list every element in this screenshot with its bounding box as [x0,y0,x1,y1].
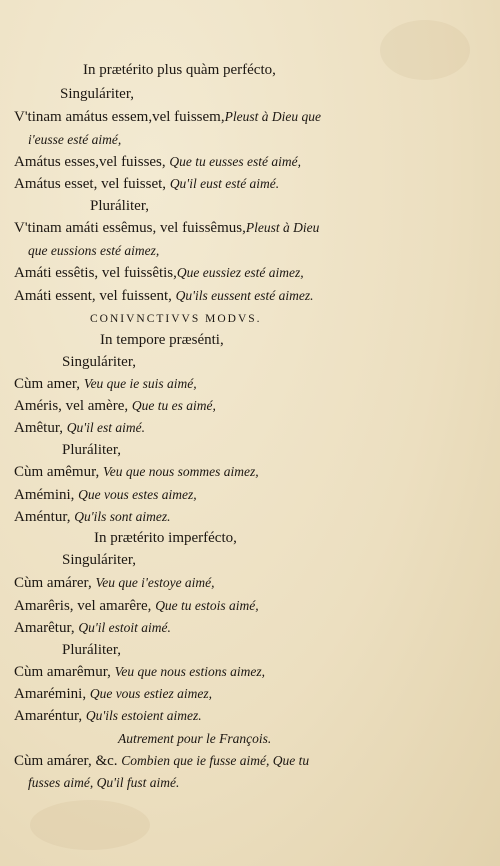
text-line: fusses aimé, Qu'il fust aimé. [28,775,180,790]
latin-form: Amátus esset, vel fuisset, [14,176,170,192]
french-gloss: Qu'ils eussent esté aimez. [175,288,314,303]
text-line: Singuláriter, [62,354,136,370]
french-gloss: Que tu estois aimé, [155,598,259,613]
text-line [14,418,145,438]
text-line [14,218,319,238]
text-line: Singuláriter, [62,552,136,568]
text-line: Pluráliter, [90,198,149,214]
french-gloss: Qu'ils sont aimez. [74,509,171,524]
latin-form: Amarémini, [14,686,90,702]
text-line [14,396,216,416]
french-gloss: Qu'il eust esté aimé. [169,176,280,191]
text-line [14,706,202,726]
text-line [14,573,215,593]
text-line: In tempore præsénti, [100,332,224,348]
text-line: In prætérito imperfécto, [94,530,237,546]
text-line: Singuláriter, [60,86,134,102]
text-line [14,374,197,394]
text-line [14,618,171,638]
text-line [14,263,304,283]
french-gloss: Que tu es aimé, [131,398,216,413]
text-line [14,286,314,306]
text-line: Pluráliter, [62,442,121,458]
french-gloss: Que vous estes aimez, [78,487,197,502]
text-line [14,462,259,482]
text-line: CONIVNCTIVVS MODVS. [90,313,262,325]
latin-form: Amarêtur, [14,620,79,636]
text-line: Pluráliter, [62,642,121,658]
french-gloss: Que vous estiez aimez, [89,686,213,701]
text-line [14,507,171,527]
text-line: Autrement pour le François. [118,731,272,746]
french-gloss: Qu'il estoit aimé. [78,620,171,635]
latin-form: Cùm amer, [14,376,84,392]
latin-form: V'tinam amátus essem,vel fuissem, [14,109,225,125]
french-gloss: Veu que nous estions aimez, [114,664,265,679]
text-line: que eussions esté aimez, [28,243,160,258]
text-line [14,596,259,616]
latin-form: Amátus esses,vel fuisses, [14,154,170,170]
french-gloss: Veu que i'estoye aimé, [95,575,215,590]
text-line [14,684,212,704]
french-gloss: Qu'ils estoient aimez. [85,708,202,723]
paper-stain [380,20,470,80]
latin-form: Cùm amêmur, [14,464,103,480]
latin-form: Amêtur, [14,420,67,436]
latin-form: Améris, vel amère, [14,398,132,414]
latin-form: Amarêris, vel amarêre, [14,598,156,614]
latin-form: V'tinam amáti essêmus, vel fuissêmus, [14,220,246,236]
latin-form: Amaréntur, [14,708,86,724]
latin-form: Amáti essêtis, vel fuissêtis, [14,265,177,281]
french-gloss: Pleust à Dieu [245,220,320,235]
text-line [14,174,279,194]
french-gloss: Combien que ie fusse aimé, Que tu [121,753,310,768]
text-line [14,662,265,682]
latin-form: Cùm amárer, [14,575,96,591]
text-line [14,152,301,172]
french-gloss: Que tu eusses esté aimé, [169,154,301,169]
french-gloss: Qu'il est aimé. [66,420,145,435]
latin-form: Amémini, [14,487,79,503]
paper-stain [30,800,150,850]
text-line [14,485,197,505]
text-line: In prætérito plus quàm perfécto, [83,62,276,78]
latin-form: Cùm amarêmur, [14,664,115,680]
text-line [14,751,309,771]
french-gloss: Que eussiez esté aimez, [176,265,304,280]
french-gloss: Veu que ie suis aimé, [83,376,197,391]
french-gloss: Veu que nous sommes aimez, [102,464,259,479]
latin-form: Cùm amárer, &c. [14,753,122,769]
text-line: i'eusse esté aimé, [28,132,122,147]
latin-form: Amáti essent, vel fuissent, [14,288,176,304]
french-gloss: Pleust à Dieu que [224,109,321,124]
latin-form: Améntur, [14,509,75,525]
text-line [14,107,321,127]
